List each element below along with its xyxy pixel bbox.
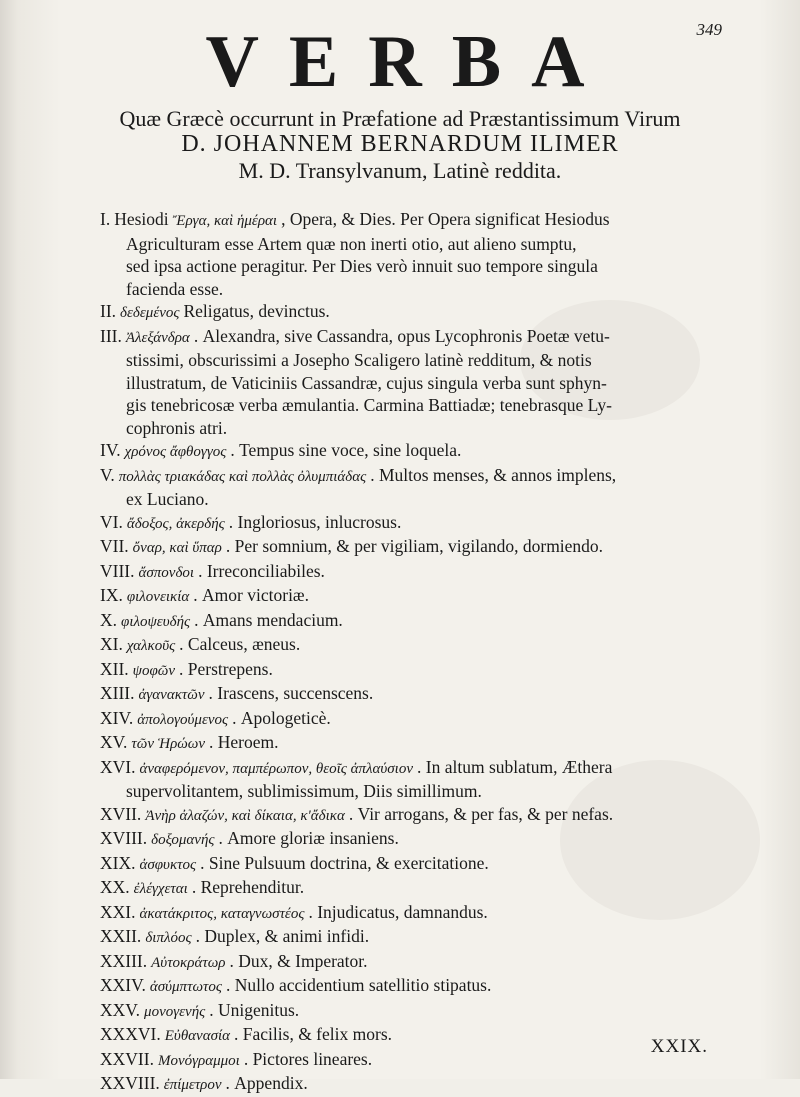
entry-number: XVI. <box>100 756 136 777</box>
entry-greek-term: Μονόγραμμοι <box>157 1052 240 1069</box>
glossary-entries <box>100 208 740 1097</box>
entry-number: XXII. <box>100 926 142 946</box>
entry-greek-term: φιλονεικία <box>126 589 190 605</box>
glossary-entry <box>100 325 740 350</box>
signature-mark: XXIX. <box>650 1036 708 1057</box>
entry-translation: . Irascens, succenscens. <box>208 683 374 703</box>
subtitle-line-2: D. JOHANNEM BERNARDUM ILIMER <box>181 131 619 157</box>
glossary-entry <box>100 756 740 781</box>
page-number: 349 <box>696 20 722 39</box>
entry-translation: . Alexandra, sive Cassandra, opus Lycophronis Poetæ vetu- <box>193 325 610 346</box>
entry-number: XXIII. <box>100 950 148 971</box>
entry-greek-term: Ἀνὴρ ἀλαζών, καὶ δίκαια, κ'ἄδικα <box>145 807 345 824</box>
entry-number: VI. <box>100 511 123 532</box>
glossary-entry <box>100 584 740 609</box>
glossary-entry <box>100 633 740 658</box>
entry-greek-term: Ἀλεξάνδρα <box>125 329 190 346</box>
entry-greek-term: μονογενής <box>144 1003 206 1020</box>
entry-translation: . Per somnium, & per vigiliam, vigilando, dormiendo. <box>225 536 604 556</box>
entry-number: VIII. <box>100 560 135 581</box>
entry-translation: . Reprehenditur. <box>191 877 305 897</box>
entry-translation: . Appendix. <box>225 1073 308 1093</box>
entry-continuation: gis tenebricosæ verba æmulantia. Carmina Battiadæ; tenebrasque Ly- <box>126 395 612 415</box>
glossary-entry <box>100 511 740 536</box>
glossary-entry <box>100 1048 740 1073</box>
glossary-entry <box>100 827 740 852</box>
entry-continuation: cophronis atri. <box>126 417 228 438</box>
glossary-entry <box>100 974 740 999</box>
entry-translation: . Apologeticè. <box>232 707 331 728</box>
entry-greek-term: δοξομανής <box>151 832 215 848</box>
entry-greek-term: Εὐθανασία <box>164 1028 231 1044</box>
entry-translation: . Ingloriosus, inlucrosus. <box>228 511 402 532</box>
entry-continuation: ex Luciano. <box>126 489 209 509</box>
glossary-entry <box>100 1023 740 1048</box>
entry-greek-term: ἀσφυκτος <box>139 856 197 873</box>
entry-translation: . Vir arrogans, & per fas, & per nefas. <box>348 803 614 824</box>
entry-greek-term: χρόνος ἄφθογγος <box>124 444 227 460</box>
entry-number: XXVII. <box>100 1048 154 1069</box>
entry-greek-term: ἀσύμπτωτος <box>149 979 222 995</box>
entry-number: XVII. <box>100 803 142 824</box>
glossary-entry <box>100 901 740 926</box>
entry-greek-term: τῶν Ἡρώων <box>131 736 205 752</box>
entry-translation: . Tempus sine voce, sine loquela. <box>230 440 462 460</box>
glossary-entry <box>100 658 740 683</box>
glossary-entry <box>100 535 740 560</box>
entry-greek-term: ὄναρ, καὶ ὕπαρ <box>132 540 222 556</box>
entry-greek-term: πολλὰς τριακάδας καὶ πολλὰς ὀλυμπιάδας <box>118 468 367 485</box>
entry-translation: , Opera, & Dies. Per Opera significat Hesiodus <box>281 209 610 229</box>
entry-translation: . Amans mendacium. <box>194 609 343 630</box>
glossary-entry <box>100 609 740 634</box>
entry-number: XI. <box>100 634 123 654</box>
entry-number: XX. <box>100 877 130 897</box>
glossary-entry <box>100 300 740 325</box>
glossary-entry <box>100 950 740 975</box>
entry-number: IX. <box>100 585 123 605</box>
glossary-entry <box>100 925 740 950</box>
entry-number: XXI. <box>100 901 136 922</box>
entry-greek-term: ψοφῶν <box>132 662 176 679</box>
entry-number: V. <box>100 464 115 485</box>
entry-number: XIX. <box>100 852 136 873</box>
entry-number: IV. <box>100 440 121 460</box>
glossary-entry <box>100 560 740 585</box>
page-title: VERBA <box>205 21 615 103</box>
subtitle-line-3: M. D. Transylvanum, Latinè reddita. <box>238 158 562 183</box>
entry-translation: Religatus, devinctus. <box>183 301 330 321</box>
entry-translation: . Calceus, æneus. <box>179 634 301 654</box>
entry-greek-term: ἐλέγχεται <box>133 881 188 897</box>
entry-number: XXXVI. <box>100 1024 161 1044</box>
entry-translation: . Duplex, & animi infidi. <box>195 926 370 946</box>
glossary-entry <box>100 803 740 828</box>
entry-translation: . Multos menses, & annos implens, <box>370 464 617 485</box>
glossary-entry <box>100 731 740 756</box>
glossary-entry <box>100 208 740 233</box>
entry-number: VII. <box>100 536 129 556</box>
entry-translation: . Sine Pulsuum doctrina, & exercitatione. <box>200 852 489 873</box>
entry-number: X. <box>100 609 118 630</box>
entry-number: XXVIII. <box>100 1073 160 1093</box>
entry-greek-term: ἄσπονδοι <box>138 564 195 581</box>
entry-translation: . In altum sublatum, Æthera <box>417 756 613 777</box>
entry-continuation: illustratum, de Vaticiniis Cassandræ, cujus singula verba sunt sphyn- <box>126 372 607 393</box>
glossary-entry <box>100 876 740 901</box>
entry-greek-term: χαλκοῦς <box>126 638 176 654</box>
entry-continuation: facienda esse. <box>126 278 224 299</box>
entry-greek-term: δεδεμένος <box>120 305 180 321</box>
glossary-entry <box>100 707 740 732</box>
entry-continuation: Agriculturam esse Artem quæ non inerti otio, aut alieno sumptu, <box>126 233 577 254</box>
entry-greek-term: ἀκατάκριτος, καταγνωστέος <box>139 905 305 922</box>
entry-translation: . Nullo accidentium satellitio stipatus. <box>226 975 492 995</box>
entry-number: I. <box>100 209 111 229</box>
entry-translation: . Unigenitus. <box>209 999 300 1020</box>
entry-number: XVIII. <box>100 828 148 848</box>
entry-greek-term: ἄδοξος, ἀκερδής <box>126 515 225 532</box>
entry-greek-term: ἀναφερόμενον, παμπέρωπον, θεοῖς ἀπλαύσιον <box>139 760 414 777</box>
glossary-entry <box>100 1072 740 1097</box>
entry-continuation: stissimi, obscurissimi a Josepho Scaligero latinè redditum, & notis <box>126 350 592 370</box>
entry-continuation: sed ipsa actione peragitur. Per Dies verò innuit suo tempore singula <box>126 256 598 276</box>
entry-number: XXV. <box>100 999 141 1020</box>
entry-number: II. <box>100 301 117 321</box>
entry-greek-term: ἀπολογούμενος <box>137 711 229 728</box>
entry-greek-term: ἐπίμετρον <box>163 1077 222 1093</box>
entry-greek-term: φιλοψευδής <box>121 613 191 630</box>
entry-greek-term: ἀγανακτῶν <box>138 687 205 703</box>
entry-number: XIV. <box>100 707 134 728</box>
entry-number: XIII. <box>100 683 135 703</box>
entry-translation: . Amore gloriæ insaniens. <box>218 828 399 848</box>
glossary-entry <box>100 852 740 877</box>
entry-continuation: supervolitantem, sublimissimum, Diis simillimum. <box>126 781 482 801</box>
entry-translation: . Facilis, & felix mors. <box>234 1024 393 1044</box>
glossary-entry <box>100 464 740 489</box>
entry-number: XXIV. <box>100 975 146 995</box>
entry-number: XII. <box>100 658 129 679</box>
entry-translation: . Pictores lineares. <box>243 1048 373 1069</box>
entry-prefix: Hesiodi <box>114 209 169 229</box>
subtitle-line-1: Quæ Græcè occurrunt in Præfatione ad Præstantissimum Virum <box>119 106 681 131</box>
entry-greek-term: Αὐτοκράτωρ <box>151 954 226 971</box>
glossary-entry <box>100 439 740 464</box>
entry-translation: . Injudicatus, damnandus. <box>308 901 488 922</box>
entry-translation: . Heroem. <box>209 732 279 752</box>
entry-number: III. <box>100 325 122 346</box>
entry-translation: . Dux, & Imperator. <box>229 950 368 971</box>
entry-number: XV. <box>100 732 128 752</box>
entry-translation: . Amor victoriæ. <box>193 585 309 605</box>
entry-translation: . Perstrepens. <box>179 658 273 679</box>
entry-greek-term: Ἔργα, καὶ ἡμέραι <box>172 213 278 229</box>
glossary-entry <box>100 682 740 707</box>
glossary-entry <box>100 999 740 1024</box>
entry-translation: . Irreconciliabiles. <box>198 560 325 581</box>
entry-greek-term: διπλόος <box>145 930 192 946</box>
